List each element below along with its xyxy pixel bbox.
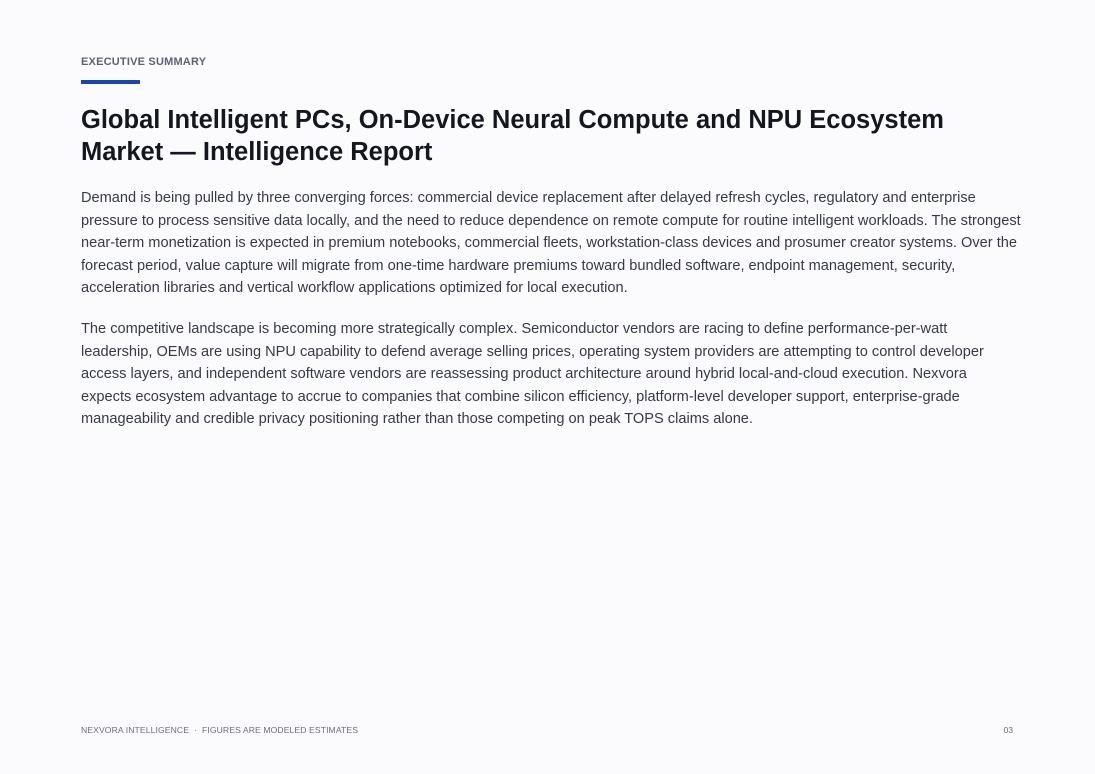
- section-label: EXECUTIVE SUMMARY: [81, 56, 207, 68]
- footer-note: FIGURES ARE MODELED ESTIMATES: [202, 725, 359, 735]
- page-title: Global Intelligent PCs, On-Device Neural Compute and NPU Ecosystem Market — Intelligence Report: [81, 106, 944, 166]
- page-number: 03: [1003, 725, 1013, 735]
- footer-left: [81, 725, 358, 735]
- footer-brand: NEXVORA INTELLIGENCE: [81, 725, 190, 735]
- summary-paragraph: The competitive landscape is becoming more strategically complex. Semiconductor vendors are racing to define performance-per-watt leadership, OEMs are using NPU capability to defend average selling prices, operating system providers are attempting to control developer access layers, and independent software vendors are reassessing product architecture around hybrid local-and-cloud execution. Nexvora expects ecosystem advantage to accrue to companies that combine silicon efficiency, platform-level developer support, enterprise-grade manageability and credible privacy positioning rather than those competing on peak TOPS claims alone.: [81, 320, 984, 428]
- summary-body: [81, 187, 1021, 449]
- summary-paragraph: Demand is being pulled by three converging forces: commercial device replacement after delayed refresh cycles, regulatory and enterprise pressure to process sensitive data locally, and the need to reduce dependence on remote compute for routine intelligent workloads. The strongest near-term monetization is expected in premium notebooks, commercial fleets, workstation-class devices and prosumer creator systems. Over the forecast period, value capture will migrate from one-time hardware premiums toward bundled software, endpoint management, security, acceleration libraries and vertical workflow applications optimized for local execution.: [81, 190, 1021, 297]
- accent-bar: [81, 80, 140, 84]
- footer-separator: ·: [194, 725, 197, 735]
